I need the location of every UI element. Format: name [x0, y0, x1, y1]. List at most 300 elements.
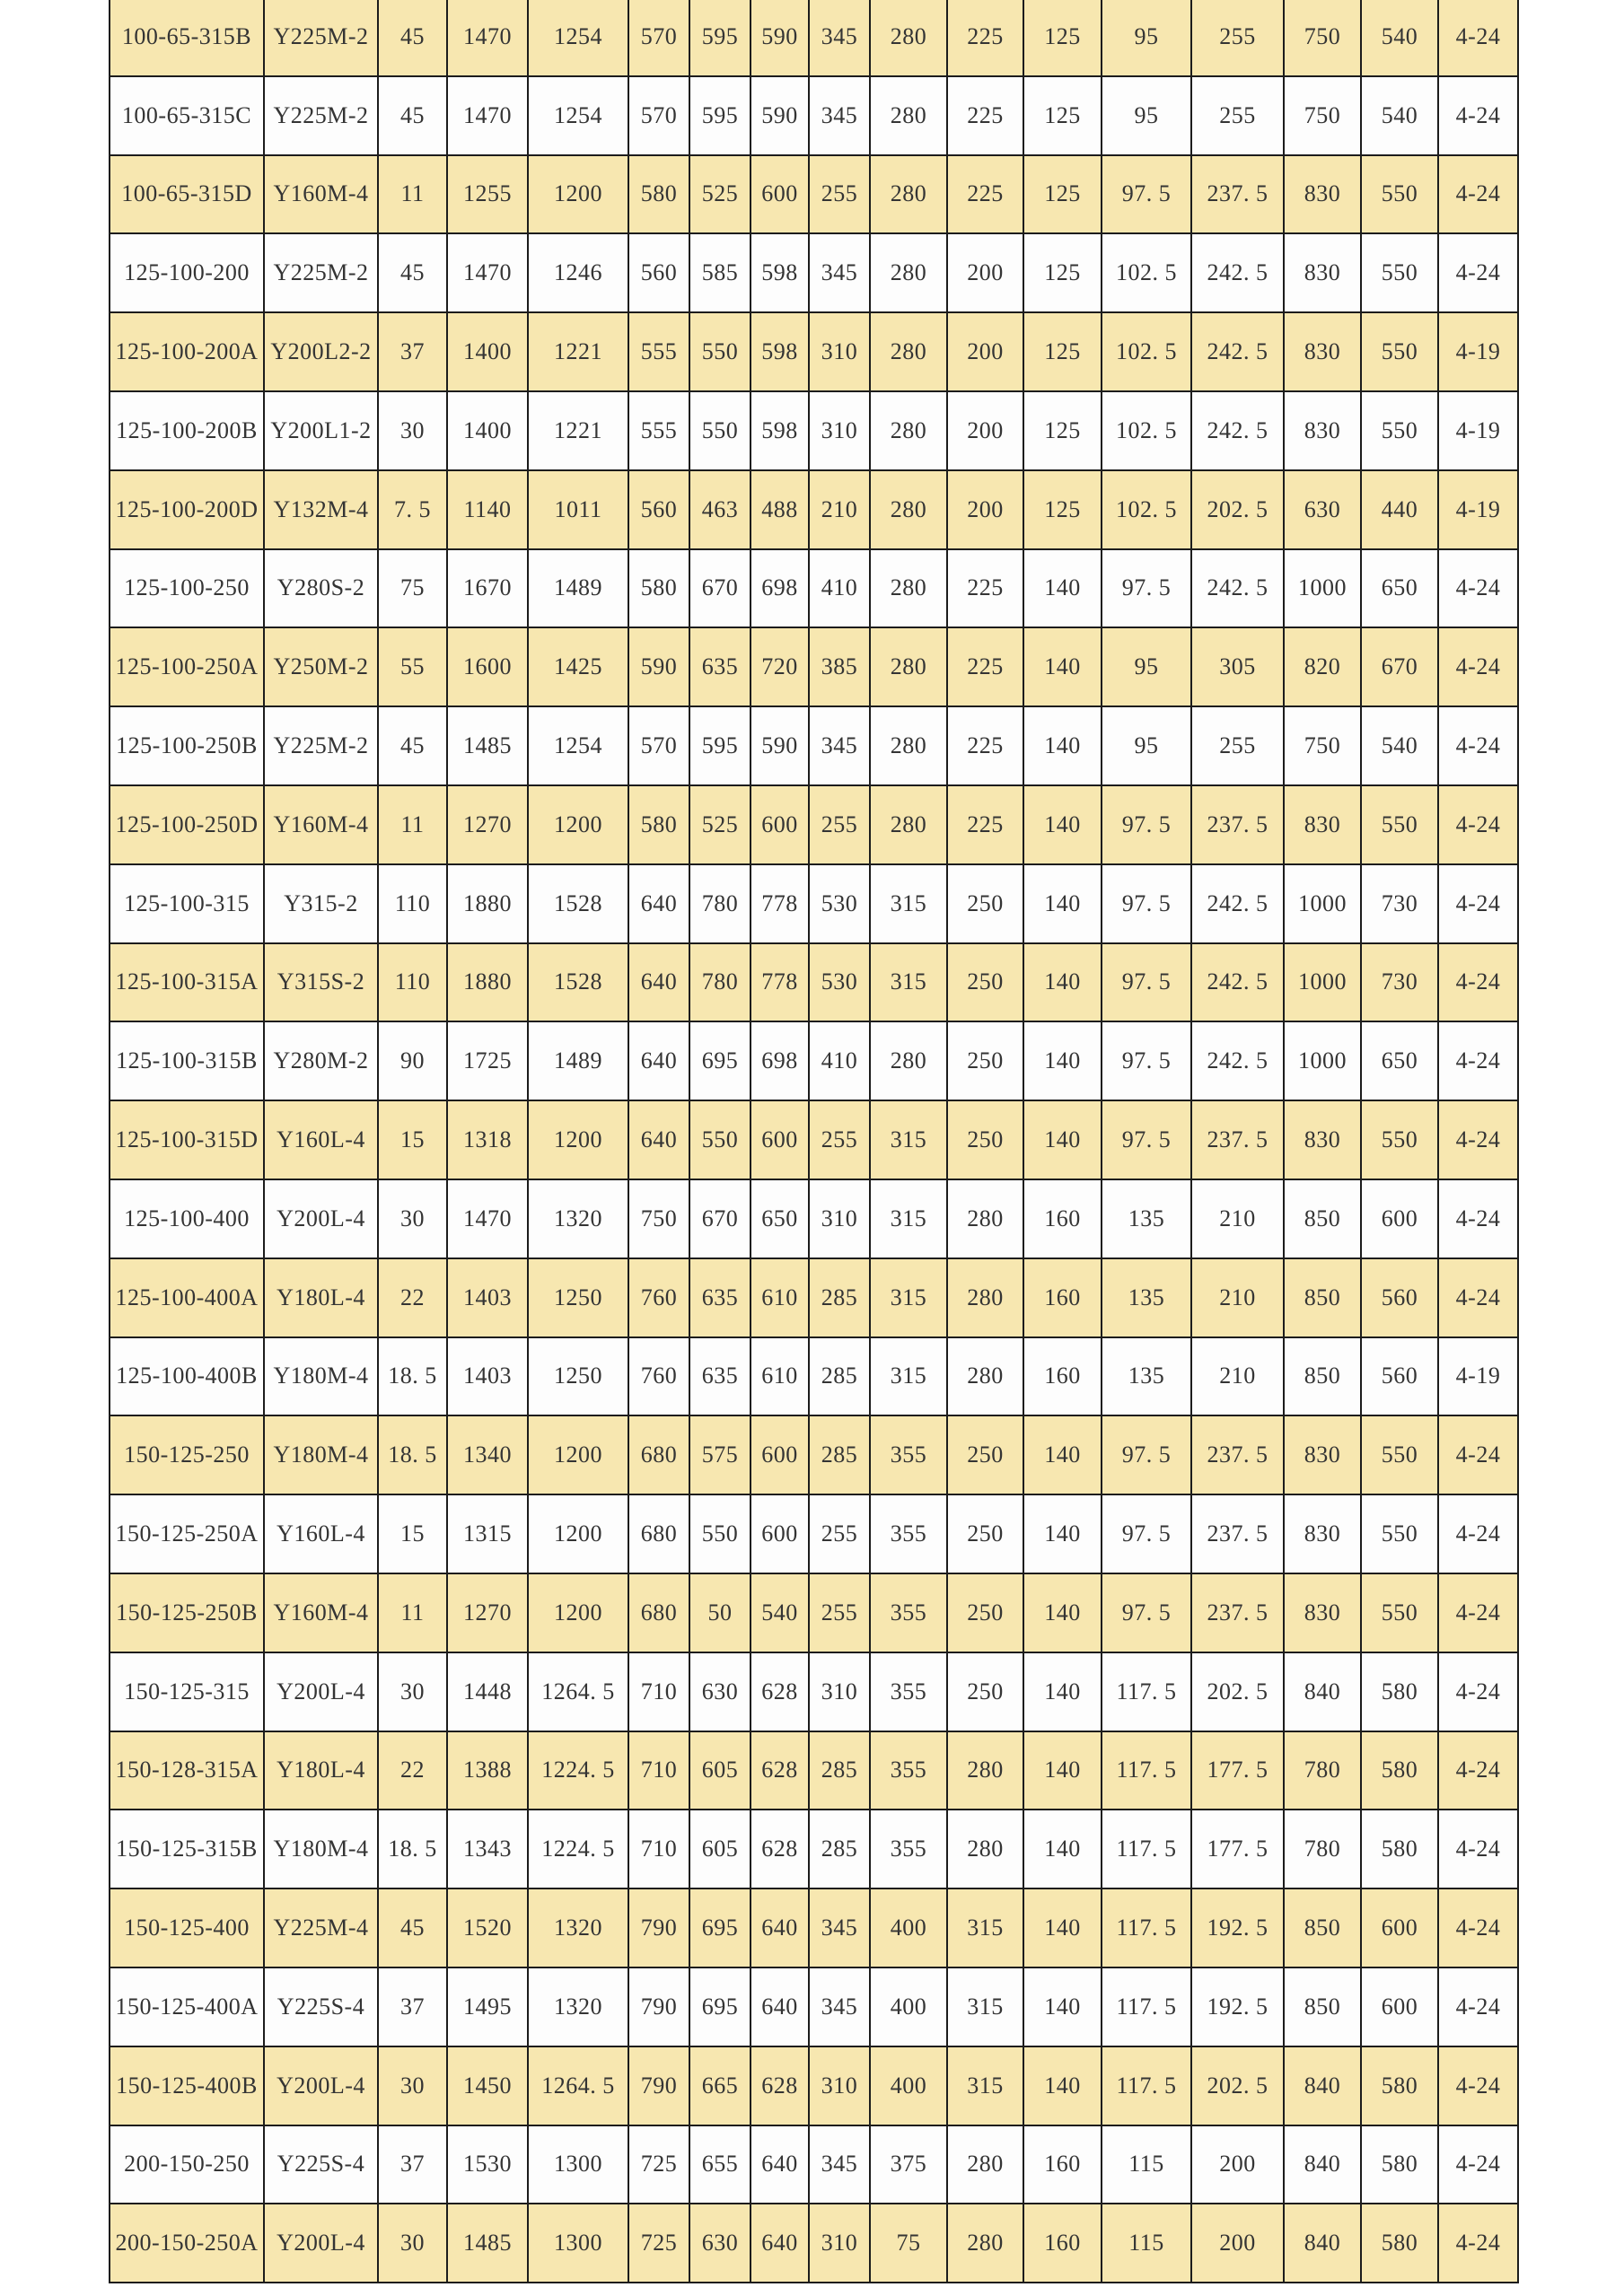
table-cell: 237. 5 — [1191, 1100, 1284, 1179]
table-cell: 18. 5 — [378, 1810, 447, 1889]
table-cell: 285 — [809, 1337, 870, 1416]
table-cell: 400 — [870, 1889, 947, 1967]
table-cell: 225 — [947, 785, 1023, 864]
table-cell: 115 — [1102, 2125, 1191, 2204]
table-cell: 135 — [1102, 1258, 1191, 1337]
table-cell: 780 — [689, 864, 751, 943]
table-cell: 200 — [947, 233, 1023, 312]
table-row — [110, 864, 1518, 943]
table-cell: 140 — [1023, 1889, 1102, 1967]
table-cell: 150-125-315 — [110, 1652, 264, 1731]
table-cell: 598 — [751, 233, 809, 312]
table-cell: 640 — [751, 2204, 809, 2283]
table-cell: 840 — [1284, 2204, 1361, 2283]
table-cell: 95 — [1102, 627, 1191, 706]
table-cell: 150-125-400B — [110, 2046, 264, 2125]
table-cell: 1528 — [528, 943, 628, 1022]
table-cell: 1320 — [528, 1889, 628, 1967]
table-cell: 1250 — [528, 1337, 628, 1416]
table-cell: 125-100-400A — [110, 1258, 264, 1337]
table-cell: 97. 5 — [1102, 549, 1191, 628]
table-cell: 550 — [689, 391, 751, 470]
table-cell: 1528 — [528, 864, 628, 943]
table-cell: 75 — [378, 549, 447, 628]
spec-table-container — [109, 0, 1519, 2283]
table-cell: 280 — [947, 1179, 1023, 1258]
table-cell: 345 — [809, 706, 870, 785]
table-cell: 355 — [870, 1731, 947, 1810]
table-cell: 125 — [1023, 470, 1102, 549]
table-cell: 355 — [870, 1573, 947, 1652]
table-cell: 590 — [751, 0, 809, 76]
table-row — [110, 76, 1518, 155]
table-cell: Y200L-4 — [264, 1179, 378, 1258]
table-cell: 202. 5 — [1191, 1652, 1284, 1731]
table-cell: 1200 — [528, 1100, 628, 1179]
table-cell: 640 — [628, 1021, 689, 1100]
table-cell: 177. 5 — [1191, 1810, 1284, 1889]
table-cell: 1140 — [447, 470, 528, 549]
table-cell: 125-100-250 — [110, 549, 264, 628]
table-cell: 125 — [1023, 233, 1102, 312]
table-cell: 640 — [751, 1967, 809, 2046]
table-cell: 237. 5 — [1191, 785, 1284, 864]
table-cell: 315 — [947, 1889, 1023, 1967]
table-cell: 698 — [751, 549, 809, 628]
table-cell: 4-24 — [1438, 706, 1518, 785]
table-cell: 4-24 — [1438, 943, 1518, 1022]
table-cell: 310 — [809, 1652, 870, 1731]
table-cell: 125 — [1023, 76, 1102, 155]
table-cell: 37 — [378, 2125, 447, 2204]
table-cell: 150-128-315A — [110, 1731, 264, 1810]
table-cell: 1200 — [528, 1494, 628, 1573]
table-cell: 4-19 — [1438, 391, 1518, 470]
table-cell: 555 — [628, 312, 689, 391]
table-cell: 280 — [870, 155, 947, 234]
table-cell: 345 — [809, 2125, 870, 2204]
table-cell: 4-24 — [1438, 1810, 1518, 1889]
table-cell: 640 — [751, 2125, 809, 2204]
table-cell: Y180M-4 — [264, 1810, 378, 1889]
table-cell: 1000 — [1284, 1021, 1361, 1100]
table-cell: 315 — [870, 1337, 947, 1416]
table-cell: 550 — [1361, 233, 1438, 312]
table-cell: 580 — [1361, 2046, 1438, 2125]
table-cell: 1489 — [528, 1021, 628, 1100]
table-cell: 1343 — [447, 1810, 528, 1889]
table-cell: 4-24 — [1438, 864, 1518, 943]
table-cell: 4-19 — [1438, 470, 1518, 549]
table-cell: 242. 5 — [1191, 943, 1284, 1022]
table-cell: 310 — [809, 2204, 870, 2283]
table-cell: 100-65-315C — [110, 76, 264, 155]
table-cell: 125-100-315B — [110, 1021, 264, 1100]
table-row — [110, 1967, 1518, 2046]
table-cell: 820 — [1284, 627, 1361, 706]
table-cell: 280 — [947, 1337, 1023, 1416]
table-cell: 355 — [870, 1652, 947, 1731]
table-cell: 850 — [1284, 1258, 1361, 1337]
table-cell: 192. 5 — [1191, 1967, 1284, 2046]
table-cell: 575 — [689, 1415, 751, 1494]
table-cell: 1246 — [528, 233, 628, 312]
table-cell: 30 — [378, 2046, 447, 2125]
table-cell: 4-24 — [1438, 1494, 1518, 1573]
table-cell: 285 — [809, 1810, 870, 1889]
table-cell: 237. 5 — [1191, 1494, 1284, 1573]
table-cell: 150-125-250 — [110, 1415, 264, 1494]
table-cell: 225 — [947, 0, 1023, 76]
table-cell: 1254 — [528, 706, 628, 785]
table-cell: 655 — [689, 2125, 751, 2204]
table-cell: 1224. 5 — [528, 1731, 628, 1810]
table-cell: 255 — [809, 155, 870, 234]
table-cell: 242. 5 — [1191, 391, 1284, 470]
table-cell: 1400 — [447, 391, 528, 470]
table-cell: 1200 — [528, 1573, 628, 1652]
table-cell: 125-100-315 — [110, 864, 264, 943]
table-cell: Y225M-2 — [264, 76, 378, 155]
table-cell: Y160M-4 — [264, 155, 378, 234]
table-cell: 250 — [947, 1415, 1023, 1494]
table-cell: Y180L-4 — [264, 1258, 378, 1337]
table-cell: 1600 — [447, 627, 528, 706]
table-cell: 375 — [870, 2125, 947, 2204]
table-row — [110, 1652, 1518, 1731]
table-cell: 150-125-250A — [110, 1494, 264, 1573]
table-cell: 840 — [1284, 1652, 1361, 1731]
table-cell: 1254 — [528, 0, 628, 76]
table-cell: 670 — [689, 1179, 751, 1258]
table-cell: 550 — [1361, 1573, 1438, 1652]
table-cell: 315 — [870, 1100, 947, 1179]
table-cell: 160 — [1023, 2125, 1102, 2204]
table-cell: 410 — [809, 549, 870, 628]
table-cell: 160 — [1023, 2204, 1102, 2283]
table-cell: 710 — [628, 1731, 689, 1810]
table-cell: 102. 5 — [1102, 233, 1191, 312]
table-cell: 140 — [1023, 1573, 1102, 1652]
table-cell: Y160L-4 — [264, 1100, 378, 1179]
table-cell: 102. 5 — [1102, 391, 1191, 470]
table-cell: 1388 — [447, 1731, 528, 1810]
table-cell: 4-19 — [1438, 312, 1518, 391]
table-cell: 160 — [1023, 1337, 1102, 1416]
table-cell: 345 — [809, 76, 870, 155]
table-cell: 125-100-400B — [110, 1337, 264, 1416]
table-cell: 140 — [1023, 1021, 1102, 1100]
table-cell: 628 — [751, 2046, 809, 2125]
table-cell: 1450 — [447, 2046, 528, 2125]
table-cell: 750 — [1284, 706, 1361, 785]
table-cell: 635 — [689, 1337, 751, 1416]
table-cell: 555 — [628, 391, 689, 470]
table-cell: 125-100-315A — [110, 943, 264, 1022]
table-cell: Y315-2 — [264, 864, 378, 943]
table-cell: 1270 — [447, 1573, 528, 1652]
table-cell: 315 — [947, 2046, 1023, 2125]
table-cell: 680 — [628, 1415, 689, 1494]
table-cell: 305 — [1191, 627, 1284, 706]
table-cell: 580 — [1361, 2204, 1438, 2283]
table-cell: Y225M-2 — [264, 706, 378, 785]
table-cell: 600 — [751, 1100, 809, 1179]
table-cell: 125-100-200B — [110, 391, 264, 470]
table-row — [110, 391, 1518, 470]
table-cell: 140 — [1023, 549, 1102, 628]
table-cell: 4-24 — [1438, 1415, 1518, 1494]
table-cell: 560 — [1361, 1337, 1438, 1416]
table-cell: 1270 — [447, 785, 528, 864]
table-cell: 225 — [947, 76, 1023, 155]
table-cell: 628 — [751, 1731, 809, 1810]
table-cell: 1470 — [447, 76, 528, 155]
table-cell: 385 — [809, 627, 870, 706]
table-cell: 1880 — [447, 864, 528, 943]
table-cell: Y280M-2 — [264, 1021, 378, 1100]
table-cell: 150-125-400A — [110, 1967, 264, 2046]
table-row — [110, 943, 1518, 1022]
table-cell: 580 — [628, 155, 689, 234]
table-cell: 4-24 — [1438, 1100, 1518, 1179]
table-cell: 310 — [809, 1179, 870, 1258]
table-cell: 4-24 — [1438, 785, 1518, 864]
table-cell: 125-100-400 — [110, 1179, 264, 1258]
table-cell: 150-125-315B — [110, 1810, 264, 1889]
table-cell: 280 — [870, 391, 947, 470]
table-cell: 140 — [1023, 627, 1102, 706]
table-cell: 150-125-400 — [110, 1889, 264, 1967]
table-cell: 1200 — [528, 155, 628, 234]
table-cell: 135 — [1102, 1337, 1191, 1416]
table-cell: 200-150-250A — [110, 2204, 264, 2283]
table-cell: 285 — [809, 1731, 870, 1810]
table-cell: 550 — [1361, 312, 1438, 391]
table-cell: 125 — [1023, 155, 1102, 234]
table-cell: 310 — [809, 391, 870, 470]
table-row — [110, 1731, 1518, 1810]
table-cell: 110 — [378, 943, 447, 1022]
table-cell: 125 — [1023, 0, 1102, 76]
table-cell: 18. 5 — [378, 1337, 447, 1416]
table-cell: 125-100-250A — [110, 627, 264, 706]
table-cell: 1011 — [528, 470, 628, 549]
table-cell: 45 — [378, 76, 447, 155]
table-cell: 850 — [1284, 1967, 1361, 2046]
table-cell: 600 — [751, 155, 809, 234]
table-row — [110, 549, 1518, 628]
table-cell: 1520 — [447, 1889, 528, 1967]
table-cell: Y200L-4 — [264, 2046, 378, 2125]
table-row — [110, 1337, 1518, 1416]
table-cell: 1530 — [447, 2125, 528, 2204]
table-cell: 140 — [1023, 864, 1102, 943]
table-cell: 242. 5 — [1191, 549, 1284, 628]
table-cell: 355 — [870, 1810, 947, 1889]
table-cell: 830 — [1284, 1573, 1361, 1652]
table-cell: 45 — [378, 0, 447, 76]
table-cell: 200 — [947, 470, 1023, 549]
table-cell: 4-24 — [1438, 0, 1518, 76]
table-cell: 710 — [628, 1652, 689, 1731]
table-cell: 1221 — [528, 391, 628, 470]
table-cell: 140 — [1023, 785, 1102, 864]
table-cell: 1264. 5 — [528, 1652, 628, 1731]
table-cell: 778 — [751, 943, 809, 1022]
table-cell: 1400 — [447, 312, 528, 391]
table-cell: 110 — [378, 864, 447, 943]
table-cell: 140 — [1023, 2046, 1102, 2125]
table-cell: 310 — [809, 312, 870, 391]
table-cell: 280 — [947, 2125, 1023, 2204]
table-cell: 760 — [628, 1258, 689, 1337]
table-cell: 11 — [378, 1573, 447, 1652]
table-row — [110, 470, 1518, 549]
table-cell: 640 — [628, 1100, 689, 1179]
table-cell: 630 — [1284, 470, 1361, 549]
table-cell: 725 — [628, 2125, 689, 2204]
table-cell: 50 — [689, 1573, 751, 1652]
table-cell: 725 — [628, 2204, 689, 2283]
table-cell: 760 — [628, 1337, 689, 1416]
table-cell: 117. 5 — [1102, 2046, 1191, 2125]
table-row — [110, 1021, 1518, 1100]
table-cell: 255 — [1191, 76, 1284, 155]
table-cell: 140 — [1023, 1652, 1102, 1731]
table-row — [110, 1573, 1518, 1652]
table-cell: 140 — [1023, 706, 1102, 785]
table-cell: 4-24 — [1438, 1652, 1518, 1731]
table-cell: 75 — [870, 2204, 947, 2283]
table-cell: 695 — [689, 1889, 751, 1967]
table-row — [110, 312, 1518, 391]
table-cell: 550 — [1361, 785, 1438, 864]
table-cell: 11 — [378, 155, 447, 234]
table-cell: 4-24 — [1438, 627, 1518, 706]
table-cell: 200 — [1191, 2204, 1284, 2283]
table-cell: 225 — [947, 627, 1023, 706]
table-cell: 550 — [689, 312, 751, 391]
table-cell: 570 — [628, 0, 689, 76]
table-cell: 250 — [947, 1652, 1023, 1731]
table-cell: 117. 5 — [1102, 1810, 1191, 1889]
table-cell: 4-24 — [1438, 1731, 1518, 1810]
table-cell: 790 — [628, 1967, 689, 2046]
table-cell: 750 — [628, 1179, 689, 1258]
table-cell: 255 — [1191, 706, 1284, 785]
table-cell: Y200L1-2 — [264, 391, 378, 470]
table-cell: 97. 5 — [1102, 1021, 1191, 1100]
table-cell: Y225S-4 — [264, 2125, 378, 2204]
table-cell: 840 — [1284, 2046, 1361, 2125]
table-cell: 730 — [1361, 943, 1438, 1022]
table-cell: 255 — [1191, 0, 1284, 76]
table-cell: 850 — [1284, 1179, 1361, 1258]
table-cell: 1485 — [447, 706, 528, 785]
table-cell: 55 — [378, 627, 447, 706]
table-cell: 310 — [809, 2046, 870, 2125]
table-cell: 225 — [947, 549, 1023, 628]
table-cell: 125-100-250D — [110, 785, 264, 864]
table-cell: 125 — [1023, 312, 1102, 391]
table-cell: 45 — [378, 1889, 447, 1967]
table-cell: 830 — [1284, 233, 1361, 312]
table-cell: 1320 — [528, 1967, 628, 2046]
table-cell: 850 — [1284, 1337, 1361, 1416]
table-cell: 1000 — [1284, 864, 1361, 943]
table-cell: 125-100-200 — [110, 233, 264, 312]
table-cell: 255 — [809, 1100, 870, 1179]
table-cell: 540 — [1361, 76, 1438, 155]
table-cell: 1470 — [447, 0, 528, 76]
table-row — [110, 1100, 1518, 1179]
table-cell: 135 — [1102, 1179, 1191, 1258]
table-cell: Y225M-2 — [264, 233, 378, 312]
table-cell: 750 — [1284, 0, 1361, 76]
table-cell: 125-100-250B — [110, 706, 264, 785]
table-cell: 640 — [628, 943, 689, 1022]
table-cell: 830 — [1284, 155, 1361, 234]
table-cell: 630 — [689, 1652, 751, 1731]
table-cell: 140 — [1023, 1810, 1102, 1889]
table-cell: 780 — [689, 943, 751, 1022]
table-cell: 1255 — [447, 155, 528, 234]
table-cell: 1403 — [447, 1337, 528, 1416]
table-cell: 4-24 — [1438, 2046, 1518, 2125]
table-cell: 102. 5 — [1102, 312, 1191, 391]
table-cell: 97. 5 — [1102, 155, 1191, 234]
table-cell: 1318 — [447, 1100, 528, 1179]
table-cell: 97. 5 — [1102, 785, 1191, 864]
table-row — [110, 0, 1518, 76]
table-cell: 585 — [689, 233, 751, 312]
table-cell: 242. 5 — [1191, 233, 1284, 312]
table-cell: 210 — [1191, 1337, 1284, 1416]
table-cell: 600 — [1361, 1889, 1438, 1967]
table-cell: 400 — [870, 2046, 947, 2125]
table-cell: 610 — [751, 1337, 809, 1416]
table-cell: 345 — [809, 233, 870, 312]
table-row — [110, 1415, 1518, 1494]
table-cell: 280 — [870, 706, 947, 785]
table-cell: 200 — [1191, 2125, 1284, 2204]
table-cell: 150-125-250B — [110, 1573, 264, 1652]
table-cell: 285 — [809, 1258, 870, 1337]
table-cell: 410 — [809, 1021, 870, 1100]
table-cell: 1425 — [528, 627, 628, 706]
table-row — [110, 785, 1518, 864]
table-cell: 1200 — [528, 1415, 628, 1494]
table-cell: 225 — [947, 155, 1023, 234]
table-cell: 355 — [870, 1415, 947, 1494]
table-cell: 285 — [809, 1415, 870, 1494]
table-cell: 580 — [1361, 2125, 1438, 2204]
table-cell: 315 — [870, 1179, 947, 1258]
table-cell: 4-24 — [1438, 2125, 1518, 2204]
table-cell: 560 — [628, 233, 689, 312]
table-cell: 830 — [1284, 1100, 1361, 1179]
table-cell: Y225S-4 — [264, 1967, 378, 2046]
table-cell: 45 — [378, 233, 447, 312]
table-cell: 22 — [378, 1258, 447, 1337]
table-cell: 580 — [1361, 1731, 1438, 1810]
table-cell: 790 — [628, 2046, 689, 2125]
table-cell: 780 — [1284, 1731, 1361, 1810]
table-cell: 125-100-200D — [110, 470, 264, 549]
table-cell: 830 — [1284, 1415, 1361, 1494]
table-cell: 720 — [751, 627, 809, 706]
